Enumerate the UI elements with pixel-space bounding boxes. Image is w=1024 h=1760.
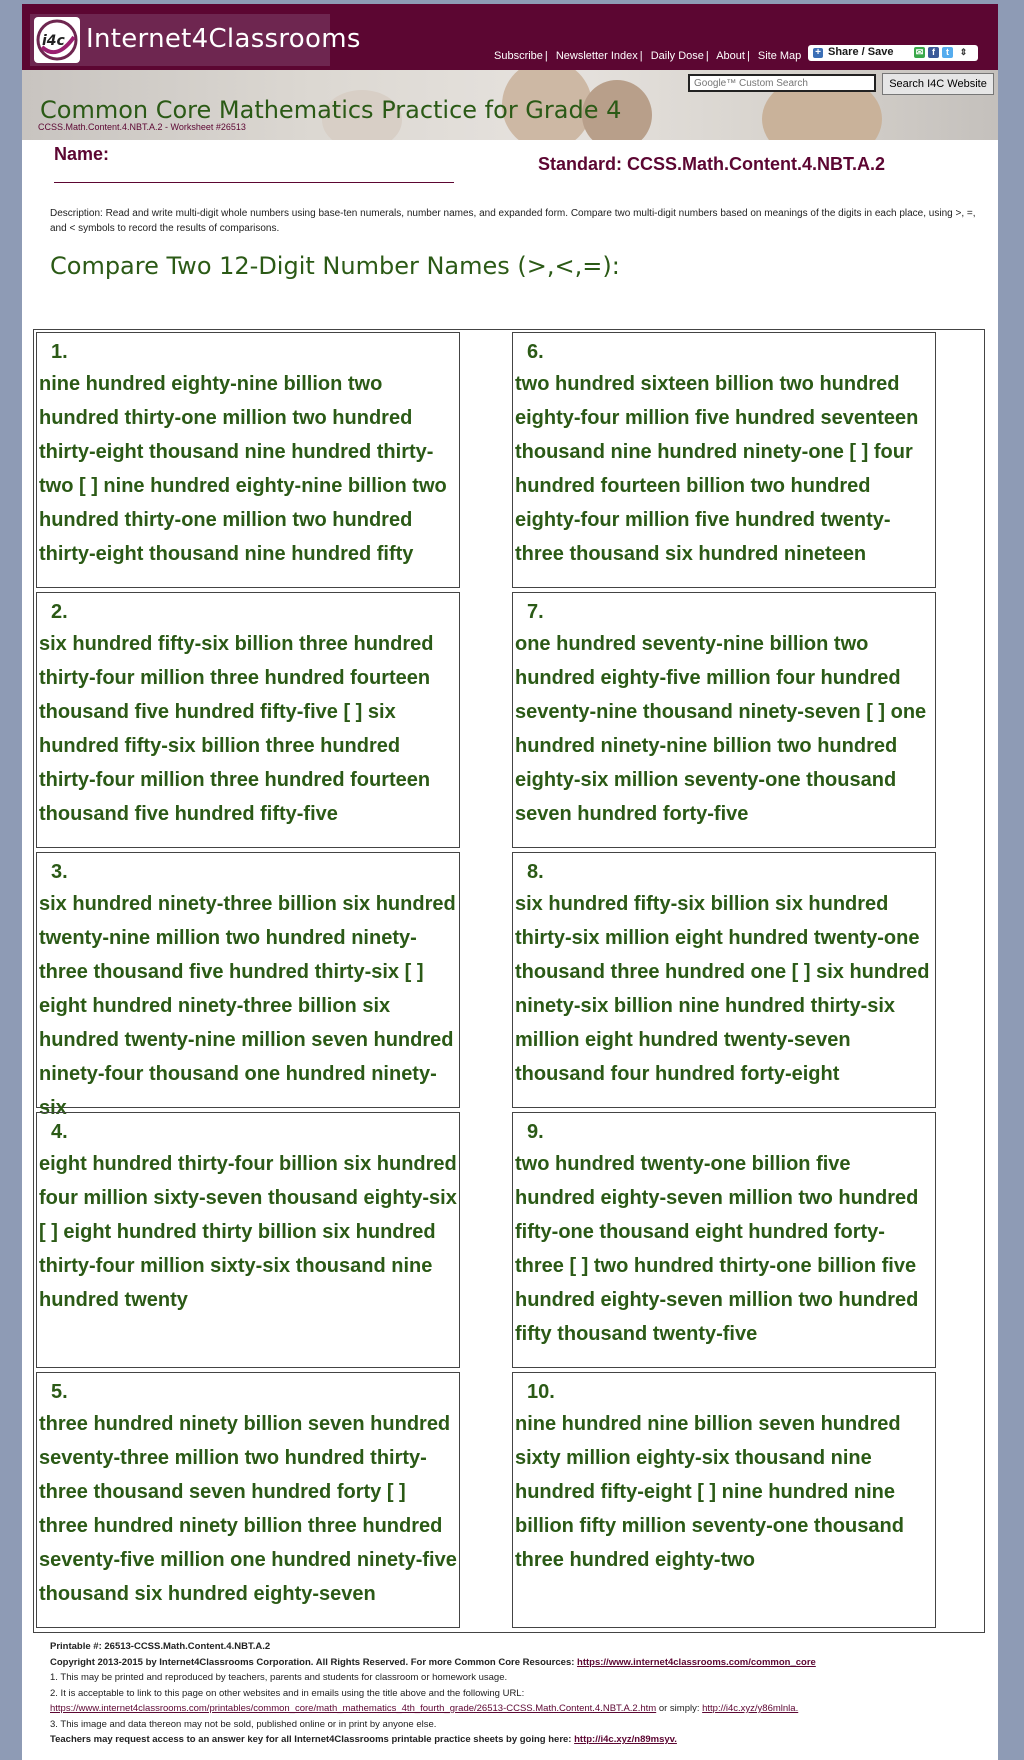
printable-number: Printable #: 26513-CCSS.Math.Content.4.NBT.A.2: [50, 1641, 271, 1652]
share-save-button[interactable]: [808, 45, 978, 61]
facebook-icon[interactable]: f: [928, 47, 939, 58]
search-input[interactable]: [688, 74, 876, 92]
problem-text: two hundred twenty-one billion five hundred eighty-seven million two hundred fifty-one thousand eight hundred forty-three [ ] two hundred thirty-one billion five hundred eighty-seven million two hundred fifty thousand twenty-five: [515, 1153, 919, 1345]
problem-cell: [36, 1372, 460, 1628]
footer: [50, 1639, 990, 1748]
share-more-icon[interactable]: ⇕: [959, 47, 968, 57]
problem-text: one hundred seventy-nine billion two hundred eighty-five million four hundred seventy-nine thousand ninety-seven [ ] one hundred ninety-nine billion two hundred eighty-six million seventy-one thousand seven hundred forty-five: [515, 633, 927, 825]
name-line: [54, 182, 454, 183]
page: [22, 4, 998, 1760]
answer-key-link[interactable]: http://i4c.xyz/n89msyv.: [574, 1734, 677, 1745]
problem-number: 7.: [527, 601, 544, 623]
note-1: 1. This may be printed and reproduced by teachers, parents and students for classroom or homework usage.: [50, 1672, 508, 1683]
answer-key-text: Teachers may request access to an answer key for all Internet4Classrooms printable practice sheets by going here:: [50, 1734, 575, 1745]
problem-cell: [36, 1112, 460, 1368]
nav-daily-dose[interactable]: Daily Dose: [650, 50, 704, 62]
long-url-link[interactable]: https://www.internet4classrooms.com/printables/common_core/math_mathematics_4th_fourth_grade/26513-CCSS.Math.Content.4.NBT.A.2.htm: [50, 1703, 657, 1714]
problem-cell: [36, 852, 460, 1119]
problem-number: 2.: [51, 601, 68, 623]
note-3: 3. This image and data thereon may not be sold, published online or in print by anyone else.: [50, 1718, 437, 1730]
common-core-link[interactable]: https://www.internet4classrooms.com/common_core: [577, 1656, 816, 1668]
site-logo[interactable]: [30, 14, 361, 66]
url-or-text: or simply:: [656, 1703, 703, 1714]
problem-text: nine hundred nine billion seven hundred sixty million eighty-six thousand nine hundred fifty-eight [ ] nine hundred nine billion fifty million seventy-one thousand three hundred eighty-two: [515, 1413, 904, 1571]
problem-number: 1.: [51, 341, 68, 363]
name-label: Name:: [54, 144, 110, 164]
share-plus-icon: +: [813, 48, 823, 58]
problem-cell: [512, 1372, 936, 1628]
problem-number: 9.: [527, 1121, 544, 1143]
problem-text: three hundred ninety billion seven hundred seventy-three million two hundred thirty-three thousand seven hundred forty [ ] three hundred ninety billion three hundred seventy-five million one hundred ninety-five thousand six hundred eighty-seven: [39, 1413, 457, 1605]
top-nav: Subscribe | Newsletter Index | Daily Dose | About | Site Map: [494, 50, 802, 62]
problem-number: 3.: [51, 861, 68, 883]
problem-text: six hundred fifty-six billion six hundred thirty-six million eight hundred twenty-one thousand three hundred one [ ] six hundred ninety-six billion nine hundred thirty-six million eight hundred twenty-seven thousand four hundred forty-eight: [515, 893, 930, 1085]
logo-badge-icon: [34, 17, 80, 63]
problem-cell: [36, 592, 460, 848]
twitter-icon[interactable]: t: [942, 47, 953, 58]
problem-number: 5.: [51, 1381, 68, 1403]
problem-number: 6.: [527, 341, 544, 363]
problem-number: 4.: [51, 1121, 68, 1143]
copyright-text: Copyright 2013-2015 by Internet4Classrooms Corporation. All Rights Reserved. For more Common Core Resources:: [50, 1656, 578, 1668]
svg-text:i4c: i4c: [42, 33, 65, 49]
answer-key-line: [50, 1732, 990, 1748]
problem-grid: [33, 329, 985, 1633]
copyright: [50, 1655, 990, 1671]
problem-cell: [512, 852, 936, 1108]
problem-cell: [512, 592, 936, 848]
problem-cell: [36, 332, 460, 588]
nav-subscribe[interactable]: Subscribe: [494, 50, 543, 62]
site-header: [22, 4, 998, 70]
short-url-link[interactable]: http://i4c.xyz/y86mlnla.: [702, 1703, 799, 1714]
standard-label: Standard: CCSS.Math.Content.4.NBT.A.2: [538, 154, 886, 174]
search-button[interactable]: Search I4C Website: [882, 73, 994, 95]
problem-number: 10.: [527, 1381, 555, 1403]
worksheet-heading: Compare Two 12-Digit Number Names (>,<,=):: [50, 252, 620, 280]
worksheet-id: CCSS.Math.Content.4.NBT.A.2 - Worksheet #26513: [38, 122, 246, 132]
note-2: 2. It is acceptable to link to this page on other websites and in emails using the title above and the following URL:: [50, 1687, 525, 1699]
problem-text: nine hundred eighty-nine billion two hundred thirty-one million two hundred thirty-eight thousand nine hundred thirty-two [ ] nine hundred eighty-nine billion two hundred thirty-one million two hundred thirty-eight thousand nine hundred fifty: [39, 373, 447, 565]
logo-text: Internet4Classrooms: [86, 24, 361, 54]
problem-text: six hundred ninety-three billion six hundred twenty-nine million two hundred ninety-three thousand five hundred thirty-six [ ] eight hundred ninety-three billion six hundred twenty-nine million seven hundred ninety-four thousand one hundred ninety-six: [39, 893, 456, 1119]
url-line: [50, 1701, 990, 1717]
problem-cell: [512, 332, 936, 588]
problem-cell: [512, 1112, 936, 1368]
share-email-icon[interactable]: ✉: [915, 47, 924, 57]
nav-about[interactable]: About: [716, 50, 745, 62]
problem-text: two hundred sixteen billion two hundred eighty-four million five hundred seventeen thousand nine hundred ninety-one [ ] four hundred fourteen billion two hundred eighty-four million five hundred twenty-three thousand six hundred nineteen: [515, 373, 919, 565]
share-label: Share / Save: [828, 46, 894, 58]
problem-text: six hundred fifty-six billion three hundred thirty-four million three hundred fourteen thousand five hundred fifty-five [ ] six hundred fifty-six billion three hundred thirty-four million three hundred fourteen thousand five hundred fifty-five: [39, 633, 434, 825]
page-title: Common Core Mathematics Practice for Grade 4: [40, 96, 622, 124]
description: Description: Read and write multi-digit whole numbers using base-ten numerals, number names, and expanded form. Compare two multi-digit numbers based on meanings of the digits in each place, using >, =, and < symbols to record the results of comparisons.: [50, 208, 976, 234]
nav-newsletter-index[interactable]: Newsletter Index: [555, 50, 638, 62]
nav-site-map[interactable]: Site Map: [757, 50, 802, 62]
problem-text: eight hundred thirty-four billion six hundred four million sixty-seven thousand eighty-six [ ] eight hundred thirty billion six hundred thirty-four million sixty-six thousand nine hundred twenty: [39, 1153, 457, 1311]
problem-number: 8.: [527, 861, 544, 883]
